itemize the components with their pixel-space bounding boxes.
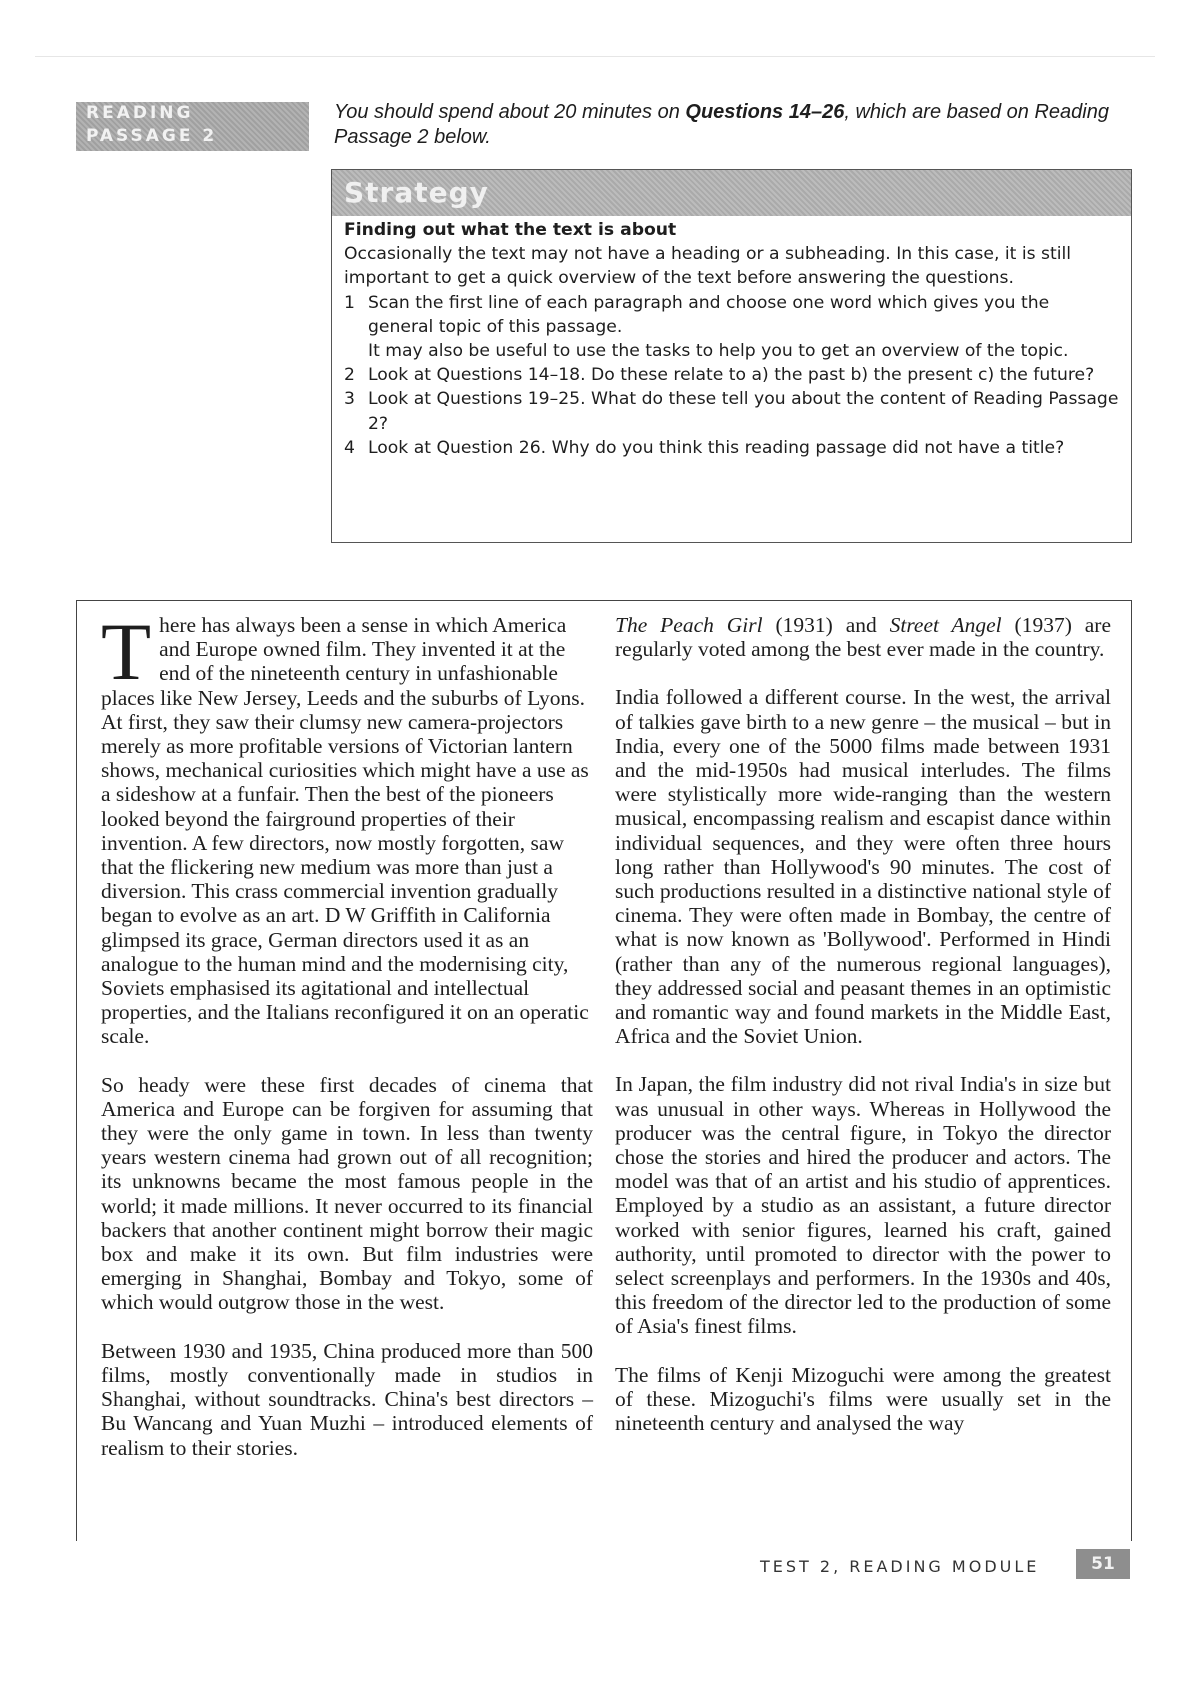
section-label-line1: READING [86, 103, 194, 123]
step-text: Scan the first line of each paragraph and choose one word which gives you the general topic of this passage. [368, 292, 1050, 337]
paragraph-7: The films of Kenji Mizoguchi were among the greatest of these. Mizoguchi's films were usually set in the nineteenth century and analysed the way [615, 1362, 1111, 1436]
strategy-subheading: Finding out what the text is about [344, 220, 677, 240]
drop-cap: T [101, 606, 152, 697]
running-footer: TEST 2, READING MODULE [760, 1557, 1040, 1576]
section-label [76, 102, 309, 151]
passage-column-left [101, 606, 593, 1484]
step-number: 1 [344, 292, 355, 313]
strategy-body [332, 216, 1131, 460]
paragraph-2: So heady were these first decades of cinema that America and Europe can be forgiven for assuming that they were the only game in town. In less than twenty years western cinema had grown out of all recognition; its unknowns became the most famous people in the world; it made millions. It never occurred to its financial backers that another continent might borrow their magic box and make it its own. But film industries were emerging in Shanghai, Bombay and Tokyo, some of which would outgrow those in the west. [101, 1072, 593, 1315]
strategy-step [344, 363, 1119, 387]
paragraph-1-text: here has always been a sense in which America and Europe owned film. They invented it at the end of the nineteenth century in unfashionable places like New Jersey, Leeds and the suburbs of Lyons. At first, they saw their clumsy new camera-projectors merely as more profitable versions of Victorian lantern shows, mechanical curiosities which might have a use as a sideshow at a funfair. Then the best of the pioneers looked beyond the fairground properties of their invention. A few directors, now mostly forgotten, saw that the flickering new medium was more than just a diversion. This crass commercial invention gradually began to evolve as an art. D W Griffith in California glimpsed its grace, German directors used it as an analogue to the human mind and the modernising city, Soviets emphasised its agitational and intellectual properties, and the Italians reconfigured it on an operatic scale. [101, 613, 589, 1049]
strategy-heading: Strategy [344, 176, 489, 209]
strategy-intro: Occasionally the text may not have a heading or a subheading. In this case, it is still important to get a quick overview of the text before answering the questions. [344, 244, 1072, 289]
strategy-step [344, 339, 1119, 363]
reading-passage [76, 600, 1132, 1541]
film-title-street-angel: Street Angel [889, 613, 1002, 637]
step-number: 4 [344, 437, 355, 458]
instruction-pre: You should spend about 20 minutes on [334, 101, 686, 123]
paragraph-4 [615, 613, 1111, 661]
step-number: 3 [344, 389, 355, 410]
step-text: It may also be useful to use the tasks to help you to get an overview of the topic. [368, 341, 1069, 362]
strategy-step [344, 291, 1119, 339]
step-number: 2 [344, 365, 355, 386]
section-label-line2: PASSAGE 2 [86, 126, 218, 146]
page-number: 51 [1076, 1549, 1130, 1579]
top-rule [35, 56, 1155, 57]
strategy-header [332, 170, 1131, 216]
instruction-post: , which are based on Reading Passage 2 below. [334, 101, 1109, 148]
paragraph-6: In Japan, the film industry did not rival India's in size but was unusual in other ways. Whereas in Hollywood the producer was the central figure, in Tokyo the director chose the stories and hired the producer and actors. The model was that of an artist and his studio of apprentices. Employed by a studio as an assistant, a future director worked with senior figures, learned his craft, gained authority, until promoted to director with the power to select screenplays and performers. In the 1930s and 40s, this freedom of the director led to the production of some of Asia's finest films. [615, 1072, 1111, 1339]
paragraph-3: Between 1930 and 1935, China produced more than 500 films, mostly conventionally made in studios in Shanghai, without soundtracks. China's best directors – Bu Wancang and Yuan Muzhi – introduced elements of realism to their stories. [101, 1338, 593, 1460]
film-title-peach-girl: The Peach Girl [615, 613, 763, 637]
strategy-step [344, 436, 1119, 460]
paragraph-4-mid: (1931) and [762, 613, 890, 637]
step-text: Look at Questions 14–18. Do these relate to a) the past b) the present c) the future? [368, 365, 1095, 386]
passage-column-right [615, 613, 1111, 1459]
instruction-text [334, 100, 1134, 150]
step-text: Look at Question 26. Why do you think this reading passage did not have a title? [368, 437, 1065, 458]
paragraph-5: India followed a different course. In the west, the arrival of talkies gave birth to a new genre – the musical – but in India, every one of the 5000 films made between 1931 and the mid-1950s had musical interludes. The films were stylistically more wide-ranging than the western musical, encompassing realism and escapist dance within individual sequences, and they were often three hours long rather than Hollywood's 90 minutes. The cost of such productions resulted in a distinctive national style of cinema. They were often made in Bombay, the centre of what is now known as 'Bollywood'. Performed in Hindi (rather than any of the numerous regional languages), they addressed social and peasant themes in an optimistic and romantic way and found markets in the Middle East, Africa and the Soviet Union. [615, 685, 1111, 1049]
paragraph-1 [101, 606, 593, 1049]
strategy-box [331, 169, 1132, 543]
step-text: Look at Questions 19–25. What do these tell you about the content of Reading Passage 2? [368, 389, 1119, 434]
step-number [344, 339, 368, 363]
strategy-step [344, 387, 1119, 435]
paragraph-4-rest: (1937) are regularly voted among the best ever made in the country. [615, 613, 1111, 662]
instruction-bold: Questions 14–26 [685, 101, 845, 123]
